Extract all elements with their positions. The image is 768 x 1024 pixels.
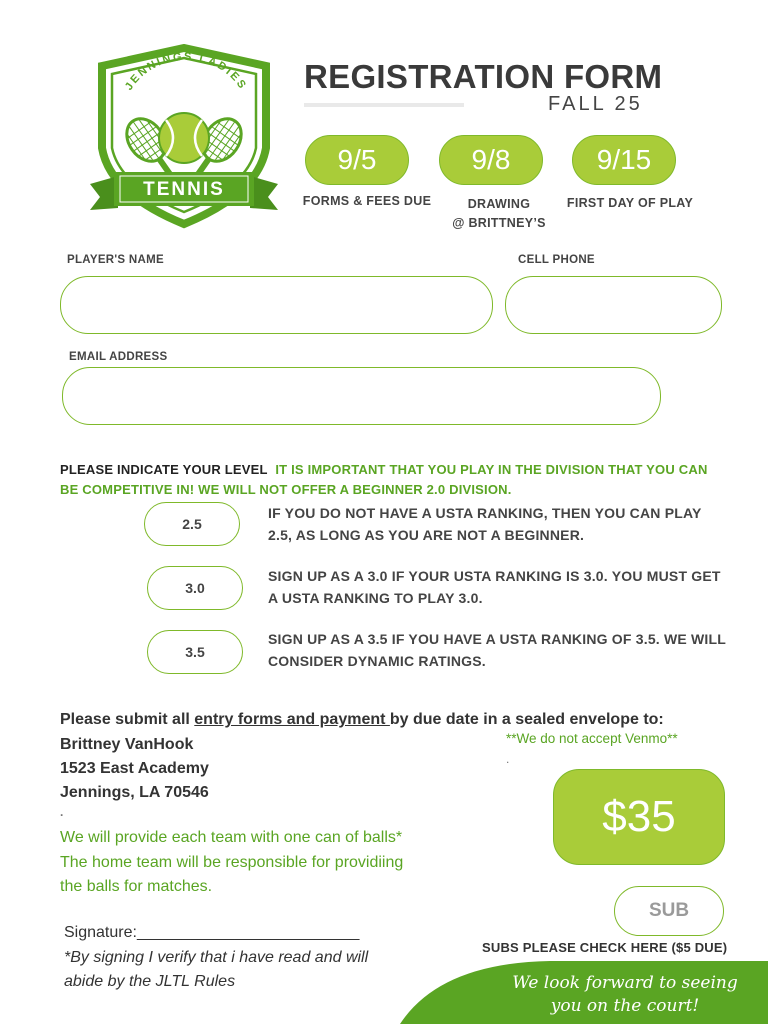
season-subtitle: FALL 25 [548, 93, 643, 115]
tennis-ball-icon [159, 113, 209, 163]
price-badge: $35 [553, 769, 725, 865]
date-drawing: 9/8 [439, 135, 543, 185]
date-forms-due: 9/5 [305, 135, 409, 185]
date-caption-drawing: DRAWING @ BRITTNEY’S [452, 197, 546, 230]
level-heading: PLEASE INDICATE YOUR LEVEL IT IS IMPORTANT THAT YOU PLAY IN THE DIVISION THAT YOU CAN BE COMPETITIVE IN! WE WILL NOT OFFER A BEGINNER 2.0 DIVISION. [60, 462, 708, 497]
venmo-dot: . [506, 752, 510, 766]
level-desc-3-0: SIGN UP AS A 3.0 IF YOUR USTA RANKING IS 3.0. YOU MUST GET A USTA RANKING TO PLAY 3.0. [268, 568, 721, 606]
signature-line[interactable]: Signature:_________________________ [64, 924, 360, 941]
cell-phone-field[interactable] [505, 276, 722, 334]
logo-arc-text: JENNINGS LADIES [122, 50, 250, 93]
date-caption-forms-due: FORMS & FEES DUE [302, 194, 432, 208]
player-name-field[interactable] [60, 276, 493, 334]
date-caption-first-play: FIRST DAY OF PLAY [566, 196, 694, 210]
email-field[interactable] [62, 367, 661, 425]
venmo-note: **We do not accept Venmo** [506, 731, 678, 746]
page-title: REGISTRATION FORM [304, 58, 663, 95]
level-option-3-0[interactable]: 3.0 [147, 566, 243, 610]
player-name-label: PLAYER'S NAME [67, 254, 164, 266]
footer-message: We look forward to seeing you on the court! [512, 973, 738, 1016]
submission-instructions: Please submit all entry forms and payment by due date in a sealed envelope to: [60, 711, 664, 728]
level-desc-2-5: IF YOU DO NOT HAVE A USTA RANKING, THEN YOU CAN PLAY 2.5, AS LONG AS YOU ARE NOT A BEGINNER. [268, 505, 702, 543]
level-option-3-5[interactable]: 3.5 [147, 630, 243, 674]
level-option-2-5[interactable]: 2.5 [144, 502, 240, 546]
signature-block: Signature:_________________________ *By signing I verify that i have read and will abide by the JLTL Rules [64, 921, 368, 995]
level-desc-3-5: SIGN UP AS A 3.5 IF YOU HAVE A USTA RANKING OF 3.5. WE WILL CONSIDER DYNAMIC RATINGS. [268, 631, 726, 669]
jennings-ladies-tennis-logo [88, 44, 280, 230]
balls-note: We will provide each team with one can of balls* The home team will be responsible for providiing the balls for matches. [60, 829, 404, 895]
title-underline [304, 103, 464, 107]
subs-caption: SUBS PLEASE CHECK HERE ($5 DUE) [482, 940, 728, 955]
cell-phone-label: CELL PHONE [518, 254, 595, 266]
email-label: EMAIL ADDRESS [69, 351, 168, 363]
sub-checkbox[interactable]: SUB [614, 886, 724, 936]
mailing-address: Brittney VanHook 1523 East Academy Jennings, LA 70546 . [60, 736, 209, 819]
level-note: IT IS IMPORTANT THAT YOU PLAY IN THE DIVISION THAT YOU CAN BE COMPETITIVE IN! WE WILL NOT OFFER A BEGINNER 2.0 DIVISION. [60, 462, 708, 497]
date-first-play: 9/15 [572, 135, 676, 185]
logo-ribbon-text: TENNIS [143, 179, 225, 200]
